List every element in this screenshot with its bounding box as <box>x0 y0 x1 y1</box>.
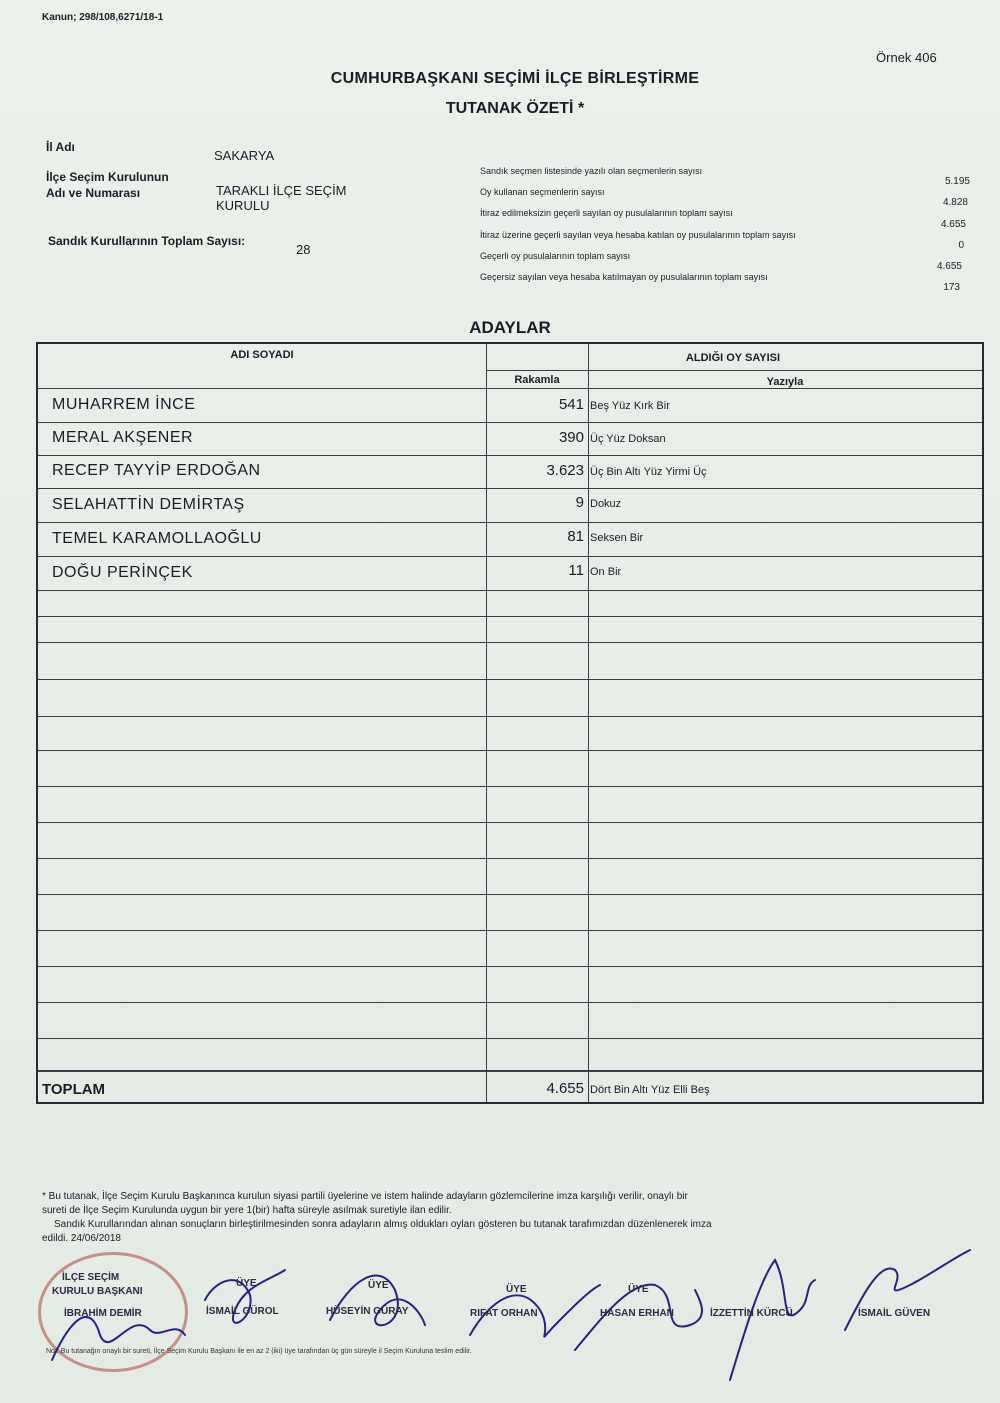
stat-value-valid-after-objection: 0 <box>958 240 964 251</box>
candidate-votes: 390 <box>558 429 584 446</box>
stat-value-voted: 4.828 <box>942 197 968 208</box>
law-reference: Kanun; 298/108,6271/18-1 <box>42 12 164 23</box>
stamp-subtitle: KURULU BAŞKANI <box>52 1286 143 1297</box>
total-votes-words: Dört Bin Altı Yüz Elli Beş <box>590 1084 710 1096</box>
signer-name: RIFAT ORHAN <box>470 1308 538 1319</box>
row-divider <box>38 1002 982 1003</box>
candidate-votes-words: Seksen Bir <box>590 532 644 544</box>
row-divider <box>38 488 982 489</box>
signer-role: ÜYE <box>236 1278 257 1289</box>
footnote-line: sureti de İlçe Seçim Kurulunda uygun bir yere 1(bir) hafta süreyle asılmak suretiyle ilan edilir. <box>42 1205 452 1216</box>
stat-label-valid-after-objection: İtiraz üzerine geçerli sayılan veya hesaba katılan oy pusulalarının toplam sayısı <box>480 230 796 240</box>
candidate-name: MUHARREM İNCE <box>52 396 196 413</box>
row-divider <box>38 422 982 423</box>
row-divider <box>38 522 982 523</box>
stat-label-registered: Sandık seçmen listesinde yazılı olan seçmenlerin sayısı <box>480 166 703 176</box>
footnote-date: edildi. 24/06/2018 <box>42 1233 121 1244</box>
president-name: İBRAHİM DEMİR <box>64 1308 142 1319</box>
candidate-name: MERAL AKŞENER <box>52 429 194 446</box>
signer-role: ÜYE <box>628 1284 649 1295</box>
candidate-name: SELAHATTİN DEMİRTAŞ <box>52 496 245 513</box>
stat-label-valid-without-objection: İtiraz edilmeksizin geçerli sayılan oy pusulalarının toplam sayısı <box>480 208 733 218</box>
candidate-votes: 3.623 <box>546 462 584 479</box>
candidate-votes-words: On Bir <box>590 566 622 578</box>
row-divider <box>38 750 982 751</box>
column-header-words: Yazıyla <box>766 376 804 388</box>
row-divider <box>38 642 982 643</box>
row-divider <box>38 786 982 787</box>
row-divider <box>38 590 982 591</box>
column-header-votes: ALDIĞI OY SAYISI <box>685 352 781 364</box>
row-divider <box>38 930 982 931</box>
stamp-title: İLÇE SEÇİM <box>62 1272 120 1283</box>
ballot-box-count-value: 28 <box>296 242 311 257</box>
row-divider <box>38 388 982 389</box>
footnote <box>42 1190 962 1246</box>
document-subtitle: TUTANAK ÖZETİ * <box>445 100 585 117</box>
footnote-line: * Bu tutanak, İlçe Seçim Kurulu Başkanınca kurulun siyasi partili üyelerine ve istem halinde adayların gözlemcilerine imza karşılığı verilir, onaylı bir <box>42 1191 688 1202</box>
candidate-name: RECEP TAYYİP ERDOĞAN <box>52 462 261 479</box>
candidate-votes-words: Beş Yüz Kırk Bir <box>590 400 670 412</box>
column-divider <box>486 344 487 1102</box>
row-divider <box>38 1038 982 1039</box>
total-divider <box>38 1070 982 1072</box>
stat-value-registered: 5.195 <box>944 176 970 187</box>
candidate-votes: 541 <box>558 396 584 413</box>
stat-label-valid-total: Geçerli oy pusulalarının toplam sayısı <box>480 251 631 261</box>
district-board-value-2: KURULU <box>216 198 270 213</box>
province-value: SAKARYA <box>214 148 275 163</box>
candidate-votes-words: Dokuz <box>590 498 622 510</box>
row-divider <box>38 966 982 967</box>
ballot-box-count-label: Sandık Kurullarının Toplam Sayısı: <box>48 234 246 248</box>
stat-value-invalid: 173 <box>943 282 960 293</box>
signer-role: ÜYE <box>506 1284 527 1295</box>
district-board-label-2: Adı ve Numarası <box>46 186 141 200</box>
row-divider <box>38 616 982 617</box>
candidate-votes: 9 <box>575 494 584 511</box>
table-grid <box>36 342 984 1104</box>
row-divider <box>38 556 982 557</box>
header-divider <box>486 370 982 371</box>
row-divider <box>38 679 982 680</box>
row-divider <box>38 716 982 717</box>
bottom-note: Not: Bu tutanağın onaylı bir sureti, İlçe Seçim Kurulu Başkanı ile en az 2 (iki) üye tarafından üç gün süreyle il Seçim Kuruluna teslim edilir. <box>46 1348 472 1355</box>
signer-name: İSMAİL GÜVEN <box>858 1308 931 1319</box>
signature-member-5 <box>730 1260 815 1380</box>
candidate-votes-words: Üç Yüz Doksan <box>590 433 666 445</box>
total-votes: 4.655 <box>546 1080 584 1097</box>
candidates-table <box>36 318 984 1104</box>
candidate-name: DOĞU PERİNÇEK <box>52 564 193 581</box>
stat-value-valid-without-objection: 4.655 <box>940 219 966 230</box>
signer-role: ÜYE <box>368 1280 389 1291</box>
province-label: İl Adı <box>46 140 75 154</box>
candidate-votes: 81 <box>567 528 584 545</box>
footnote-line: Sandık Kurullarından alınan sonuçların birleştirilmesinden sonra adayların almış oldukları oyları gösteren bu tutanak tarafımızdan düzenlenerek imza <box>54 1219 712 1230</box>
signer-name: HASAN ERHAN <box>600 1308 674 1319</box>
row-divider <box>38 858 982 859</box>
row-divider <box>38 822 982 823</box>
candidate-votes-words: Üç Bin Altı Yüz Yirmi Üç <box>590 466 707 478</box>
form-number: Örnek 406 <box>876 50 937 65</box>
district-board-label: İlçe Seçim Kurulunun <box>46 170 169 184</box>
stat-value-valid-total: 4.655 <box>936 261 962 272</box>
signer-name: HÜSEYİN GÜRAY <box>326 1306 409 1317</box>
candidate-votes: 11 <box>568 562 584 579</box>
district-board-value: TARAKLI İLÇE SEÇİM <box>216 183 347 198</box>
column-header-digits: Rakamla <box>514 374 560 386</box>
stat-label-invalid: Geçersiz sayılan veya hesaba katılmayan oy pusulalarının toplam sayısı <box>480 272 768 282</box>
signer-name: İSMAİL GÜROL <box>206 1306 279 1317</box>
document-title: CUMHURBAŞKANI SEÇİMİ İLÇE BİRLEŞTİRME <box>330 70 700 87</box>
stat-label-voted: Oy kullanan seçmenlerin sayısı <box>480 187 605 197</box>
column-header-name: ADI SOYADI <box>230 349 294 361</box>
column-divider <box>588 344 589 1102</box>
candidates-section-title: ADAYLAR <box>469 318 551 337</box>
row-divider <box>38 894 982 895</box>
total-label: TOPLAM <box>42 1081 106 1098</box>
signer-name: İZZETTİN KÜRCÜ <box>710 1308 793 1319</box>
candidate-name: TEMEL KARAMOLLAOĞLU <box>52 530 262 547</box>
row-divider <box>38 455 982 456</box>
